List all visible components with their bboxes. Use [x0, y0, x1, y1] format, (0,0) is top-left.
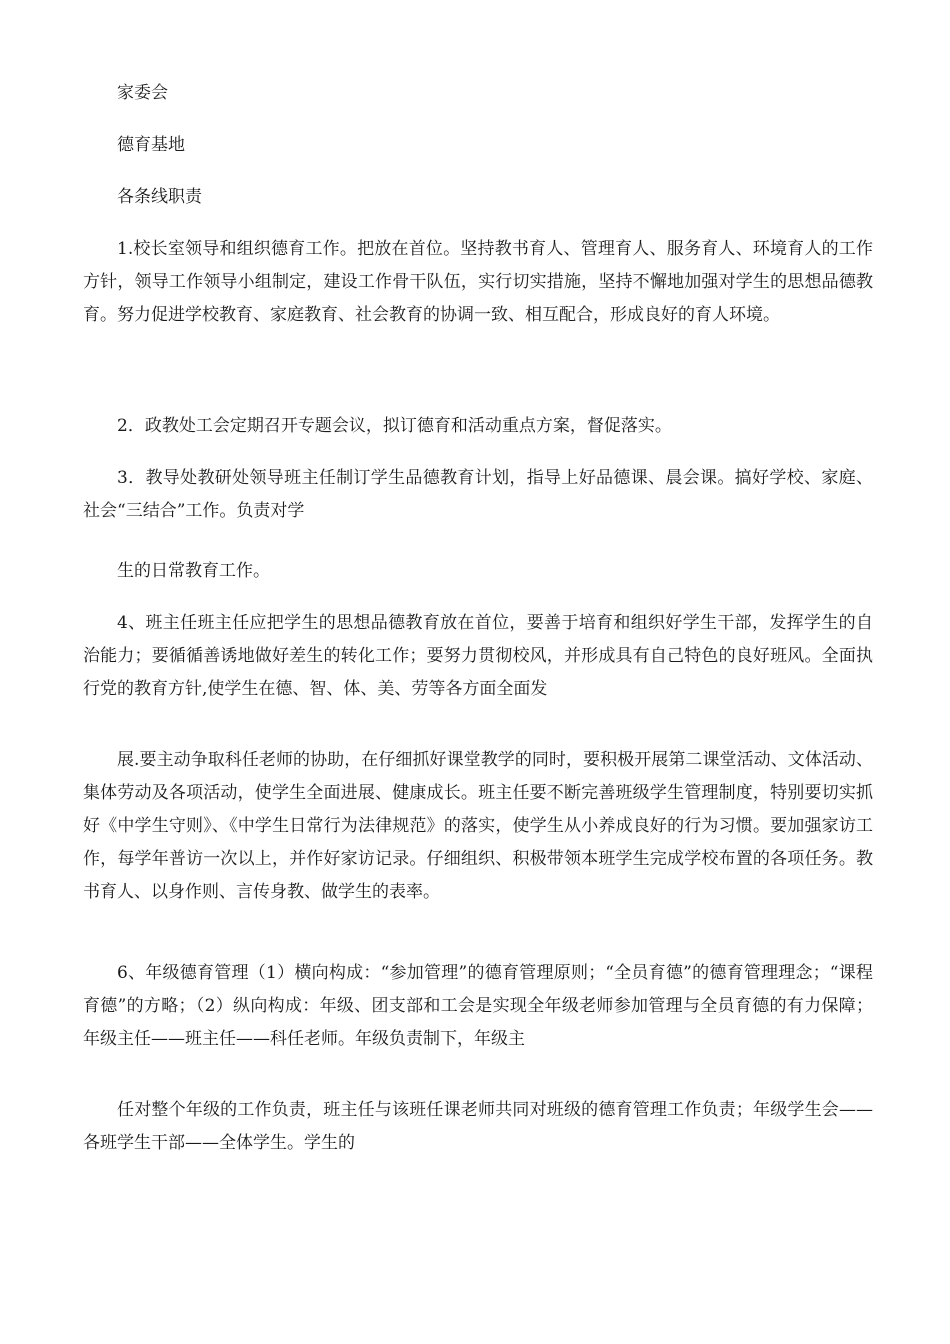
paragraph-item-6: 6、年级德育管理（1）横向构成：“参加管理”的德育管理原则；“全员育德”的德育管理理念；“课程育德”的方略；（2）纵向构成：年级、团支部和工会是实现全年级老师参加管理与全员育德的有力保障；年级主任——班主任——科任老师。年级负责制下，年级主	[83, 963, 873, 1049]
paragraph-item-6-continued: 任对整个年级的工作负责，班主任与该班任课老师共同对班级的德育管理工作负责；年级学生会——各班学生干部——全体学生。学生的	[83, 1100, 873, 1153]
paragraph-item-1: 1.校长室领导和组织德育工作。把放在首位。坚持教书育人、管理育人、服务育人、环境育人的工作方针，领导工作领导小组制定，建设工作骨干队伍，实行切实措施，坚持不懈地加强对学生的思想品德教育。努力促进学校教育、家庭教育、社会教育的协调一致、相互配合，形成良好的育人环境。	[83, 239, 873, 325]
paragraph-item-4: 4、班主任班主任应把学生的思想品德教育放在首位，要善于培育和组织好学生干部，发挥学生的自治能力；要循循善诱地做好差生的转化工作；要努力贯彻校风，并形成具有自己特色的良好班风。全面执行党的教育方针,使学生在德、智、体、美、劳等各方面全面发	[83, 613, 873, 699]
paragraph-duties-heading: 各条线职责	[117, 187, 202, 207]
paragraph-item-2: 2．政教处工会定期召开专题会议，拟订德育和活动重点方案，督促落实。	[117, 416, 672, 436]
paragraph-item-3-continued: 生的日常教育工作。	[117, 561, 270, 581]
paragraph-item-4-continued: 展.要主动争取科任老师的协助，在仔细抓好课堂教学的同时，要积极开展第二课堂活动、文体活动、集体劳动及各项活动，使学生全面进展、健康成长。班主任要不断完善班级学生管理制度，特别要切实抓好《中学生守则》、《中学生日常行为法律规范》的落实，使学生从小养成良好的行为习惯。要加强家访工作，每学年普访一次以上，并作好家访记录。仔细组织、积极带领本班学生完成学校布置的各项任务。教书育人、以身作则、言传身教、做学生的表率。	[83, 750, 873, 902]
paragraph-family-committee: 家委会	[117, 83, 168, 103]
paragraph-moral-base: 德育基地	[117, 135, 185, 155]
paragraph-item-3: 3．教导处教研处领导班主任制订学生品德教育计划，指导上好品德课、晨会课。搞好学校、家庭、社会“三结合”工作。负责对学	[83, 468, 873, 521]
